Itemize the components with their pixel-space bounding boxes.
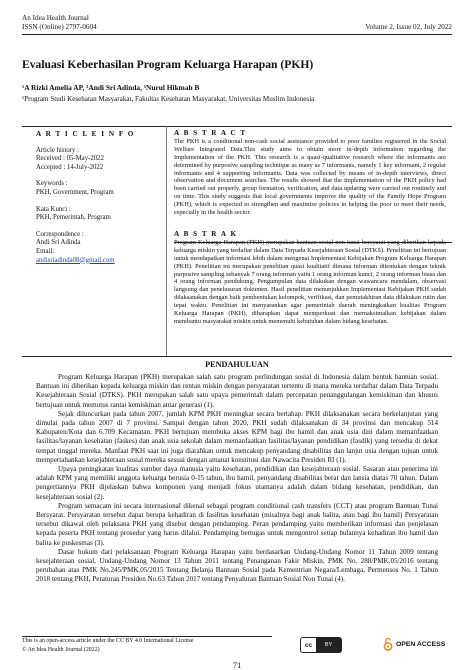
- correspondence-label: Correspondence :: [36, 230, 84, 238]
- copyright-text: © An Idea Health Journal (2022): [22, 647, 100, 653]
- header-rule: [22, 34, 452, 35]
- abstract-divider: [174, 242, 452, 243]
- body-text: [36, 373, 438, 585]
- abstract-panel: [174, 130, 446, 326]
- column-divider: [166, 126, 167, 356]
- footer-rule: [22, 636, 272, 637]
- info-bottom-rule: [22, 356, 452, 357]
- cc-by-license-badge[interactable]: [300, 637, 342, 653]
- accepted-date: Accepted : 14-July-2022: [36, 163, 104, 171]
- article-info-panel: [36, 130, 156, 265]
- email-label: Email:: [36, 247, 55, 255]
- kata-kunci: PKH, Pemerintah, Program: [36, 214, 111, 222]
- cc-icon: cc: [304, 641, 313, 649]
- article-info-heading: A R T I C L E I N F O: [36, 130, 135, 138]
- open-access-label: OPEN ACCESS: [396, 640, 446, 648]
- abstrak-heading: A B S T R A K: [174, 229, 238, 238]
- license-text: This is an open-access article under the CC BY 4.0 International License: [22, 638, 194, 644]
- kata-kunci-label: Kata Kunci :: [36, 205, 71, 213]
- open-access-badge: [383, 637, 445, 651]
- volume-issue: Volume 2, Issue 02, July 2022: [365, 23, 452, 31]
- abstract-text: The PKH is a conditional non-cash social assistance provided to poor families registered in the Social Welfare Integrated Data.This study aims to obtain more in-depth information regarding the Implementation of the PKH. This research is a quasi-qualitative research where the informants are determined by purposive sampling technique as many as 7 informants, namely 1 key informant, 2 regular informants and 4 supporting informants. Data was collected by means of in-depth interviews, direct observation and document searches. The results showed that the implementation of the PKH policy had been carried out properly. group formation, verification, and data updating were carried out routinely and on time. This study suggests that local governments improve the quality of the Family Hope Program (PKH), which is expected to strengthen and maximize policies in helping the poor to meet their needs, especially in the health sector.: [174, 137, 446, 217]
- correspondence-name: Andi Sri Adinda: [36, 239, 81, 247]
- affiliation: ¹Program Studi Kesehatan Masyarakat, Fakultas Kesehatan Masyarakat, Universitas Muslim Indonesia: [22, 95, 315, 103]
- info-top-rule: [22, 126, 452, 127]
- abstract-heading: A B S T R A C T: [174, 129, 247, 137]
- email-link[interactable]: andisriadinda08@gmail.com: [36, 256, 115, 264]
- abstrak-text: Program Keluarga Harapan (PKH) merupakan bantuan sosial non tunai bersyarat yang diberikan kepada keluarga miskin yang terdaftar dalam Data Terpadu Kesejahteraan Sosial (DTKS). Penelitian ini bertujuan untuk mendapatkan informasi lebih dalam mengenai Implementasi Kebijakan Program Keluarga Harapan (PKH). Penelitian ini merupakan penelitian quasi kualitatif dimana informan ditentukan dengan teknik purposive sampling sebanyak 7 orang informan yaitu 1 orang informan kunci, 2 orang informan biasa dan 4 orang informan pendukung. Pengumpulan data dilakukan dengan wawancara mendalam, observasi langsung dan penelusuran dokumen. Hasil penelitian menunjukkan Implementasi Kebijakan PKH sudah dilaksanakan dengan baik pembentukan kelompok, verifikasi, dan pemutakhiran data dilakukan rutin dan tepat waktu. Penelitian ini menyarankan agar pemerintah daerah meningkatkan kualitas Program Keluarga Harapan (PKH), diharapkan dapat memperkuat dan memaksimalkan kebijakan dalam membantu masyarakat miskin untuk memenuhi kebutuhan dalam bidang kesehatan.: [174, 238, 446, 325]
- by-icon: BY: [316, 638, 341, 652]
- open-access-lock-icon: [383, 637, 393, 651]
- body-paragraph: Program semacam ini secara internasional dikenal sebagai program conditional cash transfers (CCT) atau program Bantuan Tunai Bersyarat. Persyaratan tersebut dapat berupa kehadiran di fasilitas kesehatan (misalnya bagi anak balita, atau bagi ibu hamil) Persyaratan tersebut dikawal oleh pelaksana PKH yang disebut dengan pendamping. Peran pendamping yaitu memberikan informasi dan penjelasan kepada peserta PKH tentang prosedur yang harus dilalui. Pendamping bertugas untuk mengontrol setiap bulannya kehadiran ibu hamil dan balita ke puskesmas (3).: [36, 501, 438, 547]
- section-heading: PENDAHULUAN: [205, 360, 269, 369]
- page-number: 71: [232, 660, 242, 670]
- body-paragraph: Upaya peningkatan kualitas sumber daya manusia yaitu kesehatan, pendidikan dan kesejahteraan sosial. Sasaran atau penerima ini adalah KPM yang memiliki anggota keluarga berusia 0-15 tahun, ibu hamil, penyandang disabilitas berat dan lansia diatas 70 tahun. Dalam pengertiannya PKH dijelaskan bahwa komponen yang menjadi fokus utamanya adalah dalam bidang kesehatan, pendidikan, dan kesejahteraan sosial (2).: [36, 465, 438, 501]
- received-date: Received : 05-May-2022: [36, 155, 104, 163]
- article-title: Evaluasi Keberhasilan Program Keluarga Harapan (PKH): [22, 58, 314, 71]
- issn: ISSN (Online) 2797-0604: [22, 23, 97, 31]
- body-paragraph: Sejak diluncurkan pada tahun 2007, jumlah KPM PKH meningkat secara bertahap. PKH dilaksanakan secara berkelanjutan yang dimulai pada tahun 2007 di 7 provinsi. Sampai dengan tahun 2020, PKH sudah dilaksanakan di 34 provinsi dan mencakup 514 Kabupaten/Kota dan 6.709 Kecamatan. PKH bertujuan membuka akses KPM bagi ibu hamil dan anak usia dini dalam memanfaatkan fasilitas/layanan kesehatan (faskes) dan anak usia sekolah dalam memanfaatkan fasilitas/layanan pendidikan (fasdik) yang tersedia di dekat tempat tinggal mereka. Manfaat PKH saat ini juga diarahkan untuk mencakup penyandang disabilitas dan lanjut usia dengan tujuan untuk mempertahankan kesejahteraan sosial mereka sesuai dengan amanat konstitusi dan Nawacita Presiden RI (1).: [36, 409, 438, 464]
- journal-name: An Idea Health Journal: [22, 14, 89, 22]
- keywords-label: Keywords :: [36, 180, 68, 188]
- body-paragraph: Dasar hukum dari pelaksanaan Program Keluarga Harapan yaitu berdasarkan Undang-Undang Nomor 11 Tahun 2009 tentang kesejahteraan sosial, Undang-Undang Nomor 13 Tahun 2011 tentang Penanganan Fakir Miskin, PMK No. 288/PMK.05/2016 tentang perubahan atas PMK No.245/PMK.05/2015 Tentang Belanja Bantuan Sosial pada Kementrian Negara/Lembaga, Permensos No. 1 Tahun 2018 tentang PKH, Peraturan Presiden No.63 Tahun 2017 tentang Penyaluran Bantuan Sosial Non Tunai (4).: [36, 547, 438, 584]
- history-label: Article history :: [36, 146, 80, 154]
- body-paragraph: Program Keluarga Harapan (PKH) merupakan salah satu program perlindungan sosial di Indonesia dalam bentuk bantuan sosial. Bantuan ini diberikan kepada keluarga miskin dan rentan miskin dengan persyaratan tertentu di mana mereka terdaftar dalam Data Terpadu Kesejahteraan Sosial (DTKS). PKH merupakan salah satu upaya pemerintah dalam percepatan penanggulangan kemiskinan dan khusus bertujuan untuk memutus rantai kemiskinan antar generasi (1).: [36, 373, 438, 409]
- author-list: ¹A Rizki Amelia AP, ¹Andi Sri Adinda, ¹Nurul Hikmah B: [22, 83, 200, 92]
- keywords: PKH, Government, Program: [36, 188, 114, 196]
